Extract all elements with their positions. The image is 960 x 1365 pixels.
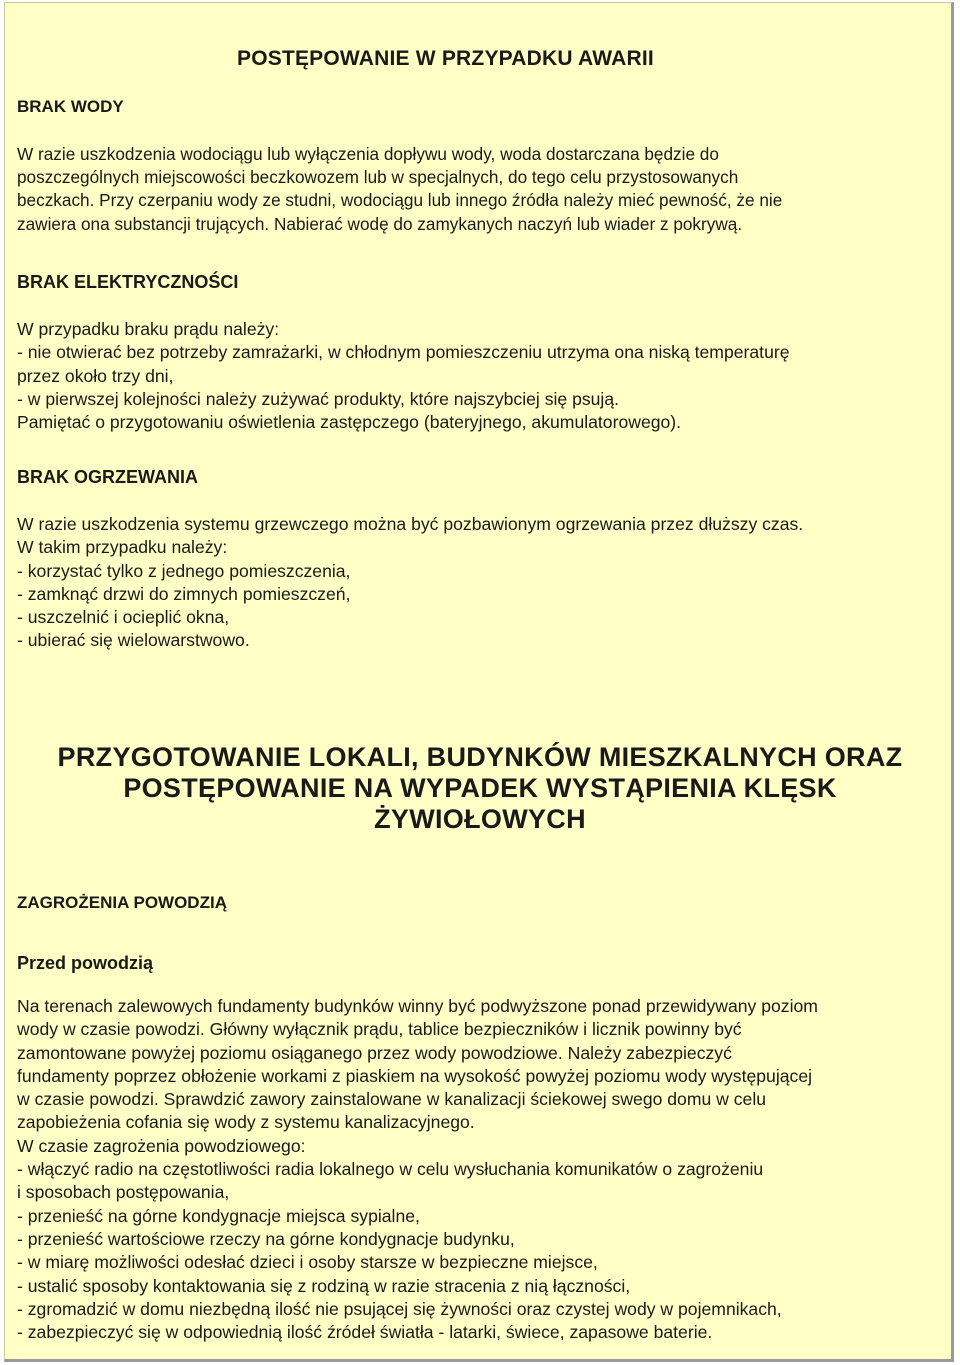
chapter-title-line: POSTĘPOWANIE NA WYPADEK WYSTĄPIENIA KLĘSK xyxy=(123,773,837,803)
text-line: - zgromadzić w domu niezbędną ilość nie psującej się żywności oraz czystej wody w pojemnikach, xyxy=(17,1298,782,1319)
paragraph-brak-wody xyxy=(17,143,782,236)
text-line: - korzystać tylko z jednego pomieszczenia, xyxy=(17,560,351,581)
text-line: przez około trzy dni, xyxy=(17,365,174,386)
paragraph-zagrozenia-powodzia xyxy=(17,995,818,1344)
text-line: - przenieść wartościowe rzeczy na górne kondygnacje budynku, xyxy=(17,1228,515,1249)
text-line: Pamiętać o przygotowaniu oświetlenia zastępczego (bateryjnego, akumulatorowego). xyxy=(17,412,682,433)
text-line: W czasie zagrożenia powodziowego: xyxy=(17,1135,306,1156)
text-line: - ubierać się wielowarstwowo. xyxy=(17,630,250,651)
section-heading-brak-elektrycznosci: BRAK ELEKTRYCZNOŚCI xyxy=(17,272,239,292)
paragraph-brak-elektrycznosci xyxy=(17,318,790,434)
text-line: zapobieżenia cofania się wody z systemu kanalizacyjnego. xyxy=(17,1112,475,1133)
text-line: - zabezpieczyć się w odpowiednią ilość źródeł światła - latarki, świece, zapasowe baterie. xyxy=(17,1322,713,1343)
text-line: - zamknąć drzwi do zimnych pomieszczeń, xyxy=(17,583,351,604)
text-line: - nie otwierać bez potrzeby zamrażarki, w chłodnym pomieszczeniu utrzyma ona niską temperaturę xyxy=(17,342,790,363)
text-line: Na terenach zalewowych fundamenty budynków winny być podwyższone ponad przewidywany poziom xyxy=(17,996,818,1016)
text-line: - w pierwszej kolejności należy zużywać produkty, które najszybciej się psują. xyxy=(17,388,620,409)
text-line: W przypadku braku prądu należy: xyxy=(17,319,280,339)
subheading-przed-powodzia: Przed powodzią xyxy=(17,953,154,973)
text-line: - przenieść na górne kondygnacje miejsca sypialne, xyxy=(17,1205,420,1226)
text-line: poszczególnych miejscowości beczkowozem lub w specjalnych, do tego celu przystosowanych xyxy=(17,167,739,188)
section-heading-brak-ogrzewania: BRAK OGRZEWANIA xyxy=(17,467,198,487)
text-line: zawiera ona substancji trujących. Nabierać wodę do zamykanych naczyń lub wiader z pokrywą. xyxy=(17,213,743,234)
text-line: fundamenty poprzez obłożenie workami z piaskiem na wysokość powyżej poziomu wody występującej xyxy=(17,1065,813,1086)
chapter-title-line: ŻYWIOŁOWYCH xyxy=(374,804,586,834)
text-line: - w miarę możliwości odesłać dzieci i osoby starsze w bezpieczne miejsce, xyxy=(17,1252,598,1273)
text-line: - włączyć radio na częstotliwości radia lokalnego w celu wysłuchania komunikatów o zagrożeniu xyxy=(17,1159,764,1180)
text-line: i sposobach postępowania, xyxy=(17,1182,230,1203)
chapter-title-line: PRZYGOTOWANIE LOKALI, BUDYNKÓW MIESZKALNYCH ORAZ xyxy=(57,742,903,772)
text-line: W razie uszkodzenia wodociągu lub wyłączenia dopływu wody, woda dostarczana będzie do xyxy=(17,144,719,164)
section-heading-brak-wody: BRAK WODY xyxy=(17,97,124,116)
text-line: - uszczelnić i ocieplić okna, xyxy=(17,607,230,628)
page-title: POSTĘPOWANIE W PRZYPADKU AWARII xyxy=(237,47,654,70)
chapter-title xyxy=(0,742,960,835)
text-line: zamontowane powyżej poziomu osiąganego przez wody powodziowe. Należy zabezpieczyć xyxy=(17,1042,732,1063)
text-line: wody w czasie powodzi. Główny wyłącznik prądu, tablice bezpieczników i licznik powinny być xyxy=(17,1019,742,1040)
paragraph-brak-ogrzewania xyxy=(17,513,803,653)
text-line: w czasie powodzi. Sprawdzić zawory zainstalowane w kanalizacji ściekowej swego domu w celu xyxy=(17,1089,767,1110)
section-heading-zagrozenia-powodzia: ZAGROŻENIA POWODZIĄ xyxy=(17,893,227,912)
text-line: - ustalić sposoby kontaktowania się z rodziną w razie stracenia z nią łączności, xyxy=(17,1275,631,1296)
text-line: beczkach. Przy czerpaniu wody ze studni, wodociągu lub innego źródła należy mieć pewność, że nie xyxy=(17,190,783,211)
text-line: W razie uszkodzenia systemu grzewczego można być pozbawionym ogrzewania przez dłuższy czas. xyxy=(17,514,804,534)
text-line: W takim przypadku należy: xyxy=(17,537,228,558)
